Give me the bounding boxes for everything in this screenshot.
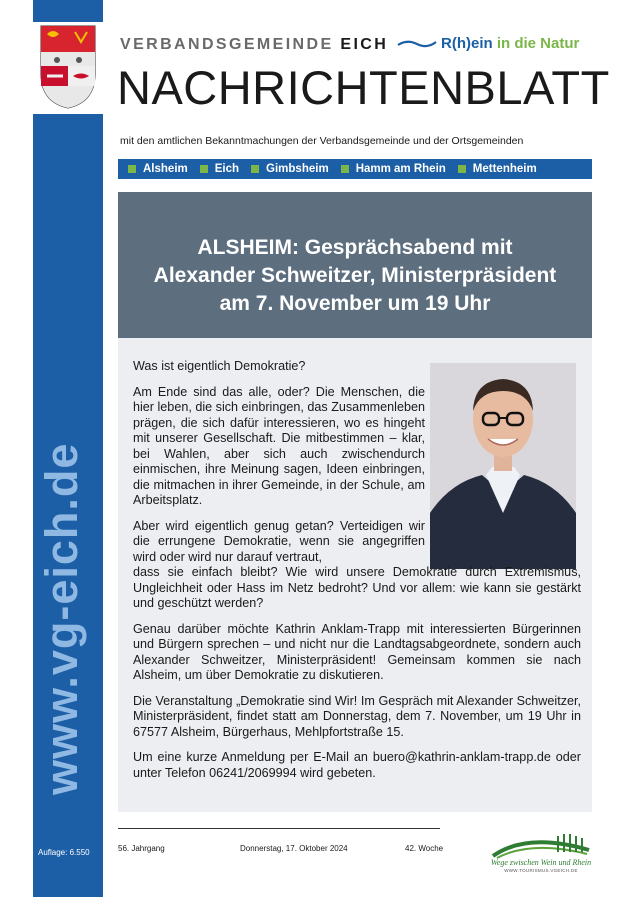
paragraph: Aber wird eigentlich genug getan? Verteidigen wir die errungene Demokratie, wenn sie angegriffen wird oder wird nur darauf vertraut,: [133, 518, 425, 564]
town-label: Mettenheim: [472, 163, 537, 175]
paragraph: Um eine kurze Anmeldung per E-Mail an buero@kathrin-anklam-trapp.de oder unter Telefon 06241/2069994 wird gebeten.: [133, 750, 581, 780]
issue-week: 42. Woche: [405, 844, 444, 853]
town-item[interactable]: [128, 163, 188, 175]
town-label: Eich: [214, 163, 240, 175]
municipality-name: EICH: [340, 36, 389, 53]
town-item[interactable]: [200, 163, 239, 175]
tourism-slogan: [441, 35, 579, 52]
website-url-vertical[interactable]: www.vg-eich.de: [36, 442, 87, 795]
town-item[interactable]: [251, 163, 329, 175]
green-square-icon: [458, 165, 466, 173]
town-label: Gimbsheim: [266, 163, 329, 175]
municipality-line: [120, 36, 388, 54]
headline-line: ALSHEIM: Gesprächsabend mit: [197, 236, 513, 259]
green-square-icon: [251, 165, 259, 173]
volume-year: 56. Jahrgang: [118, 844, 165, 853]
wave-icon: [397, 38, 437, 50]
municipality-prefix: VERBANDSGEMEINDE: [120, 36, 341, 53]
masthead-subtitle: mit den amtlichen Bekanntmachungen der Verbandsgemeinde und der Ortsgemeinden: [120, 135, 524, 147]
article-body: [133, 359, 581, 791]
footer-divider: [118, 828, 440, 829]
paragraph: Genau darüber möchte Kathrin Anklam-Trapp mit interessierten Bürgerinnen und Bürgern sprechen – und nicht nur die Landtagsabgeordnete, sondern auch Alexander Schweitzer, Ministerpräsident! Gemeinsam kommen sie nach Alsheim, um über Demokratie zu diskutieren.: [133, 621, 581, 682]
paragraph: dass sie einfach bleibt? Wie wird unsere Demokratie durch Extremismus, Ungleichheit oder Hass im Netz bedroht? Und vor allem: wie kann sie gestärkt und geschützt werden?: [133, 565, 581, 610]
tourism-url[interactable]: WWW.TOURISMUS.VGEICH.DE: [504, 868, 578, 873]
headline-banner: [118, 192, 592, 338]
slogan-blue: R(h)ein: [441, 35, 497, 52]
article-headline: [118, 234, 592, 318]
paragraph: Was ist eigentlich Demokratie?: [133, 359, 306, 373]
slogan-green: in die Natur: [496, 35, 580, 52]
town-label: Alsheim: [143, 163, 188, 175]
masthead-title: NACHRICHTENBLATT: [117, 61, 610, 114]
green-square-icon: [200, 165, 208, 173]
print-run: Auflage: 6.550: [38, 848, 90, 857]
town-item[interactable]: [341, 163, 446, 175]
town-label: Hamm am Rhein: [355, 163, 446, 175]
green-square-icon: [128, 165, 136, 173]
paragraph: Die Veranstaltung „Demokratie sind Wir! Im Gespräch mit Alexander Schweitzer, Ministerpräsident, findet statt am Donnerstag, dem 7. November, um 19 Uhr in 67577 Alsheim, Bürgerhaus, Mehlpfortstraße 15.: [133, 693, 581, 739]
town-bar: [118, 159, 592, 179]
town-item[interactable]: [458, 163, 537, 175]
tourism-tagline: Wege zwischen Wein und Rhein: [490, 858, 592, 867]
paragraph: Am Ende sind das alle, oder? Die Menschen, die hier leben, die sich einbringen, das Zusammenleben prägen, die sich dafür interessieren, wo es hingeht mit unserer Gesellschaft. Die mitbestimmen – klar, bei Wahlen, aber sich auch zwischendurch einmischen, ihre Meinung sagen, Ideen einbringen, die mitmachen in ihrer Gemeinde, in der Schule, am Arbeitsplatz.: [133, 384, 425, 507]
green-square-icon: [341, 165, 349, 173]
issue-date: Donnerstag, 17. Oktober 2024: [240, 844, 348, 853]
article-box: [118, 192, 592, 812]
headline-line: am 7. November um 19 Uhr: [219, 292, 491, 315]
crest-container: [33, 22, 103, 114]
headline-line: Alexander Schweitzer, Ministerpräsident: [153, 264, 557, 287]
coat-of-arms-icon: [37, 22, 99, 110]
